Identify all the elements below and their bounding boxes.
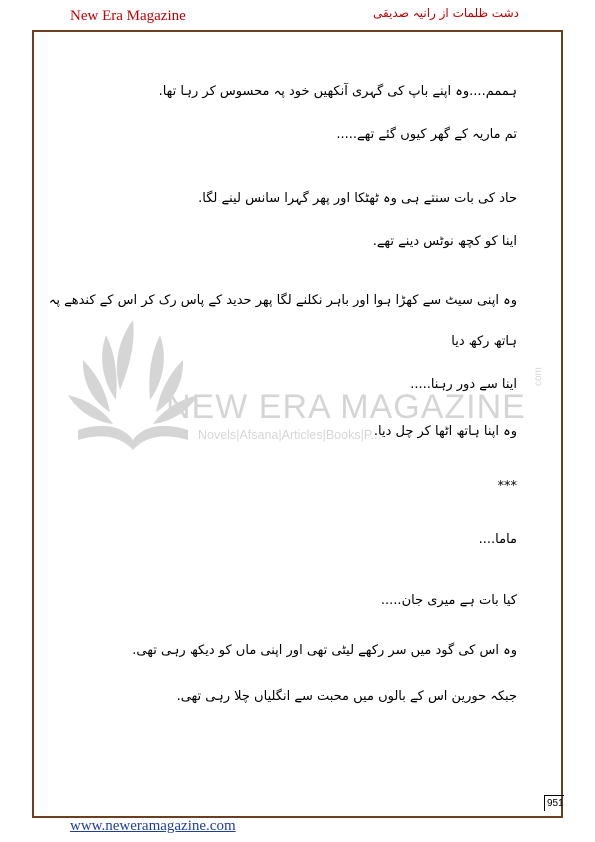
- header-story-credit: دشت ظلمات از رانیہ صدیقی: [372, 6, 519, 20]
- watermark-domain: com: [533, 367, 544, 386]
- page-number: 951: [544, 795, 564, 811]
- website-link[interactable]: www.neweramagazine.com: [70, 818, 236, 834]
- story-text: [48, 0, 517, 760]
- header-magazine-name: New Era Magazine: [70, 8, 186, 24]
- section-separator: ***: [497, 479, 517, 494]
- text-line: ہممم....وہ اپنے باپ کی گہری آنکھیں خود پہ محسوس کر رہا تھا.: [158, 84, 517, 99]
- text-line: اینا کو کچھ نوٹس دینے تھے.: [372, 234, 517, 249]
- text-line: ہاتھ رکھ دیا: [451, 334, 517, 349]
- text-line: وہ اپنی سیٹ سے کھڑا ہوا اور باہر نکلنے لگا پھر حدید کے پاس رک کر اس کے کندھے پہ: [48, 293, 517, 308]
- text-line: وہ اپنا ہاتھ اٹھا کر چل دیا.: [373, 424, 517, 439]
- text-line: اینا سے دور رہنا.....: [410, 377, 517, 392]
- text-line: تم ماریہ کے گھر کیوں گئے تھے.....: [336, 127, 517, 142]
- text-line: وہ اس کی گود میں سر رکھے لیٹی تھی اور اپنی ماں کو دیکھ رہی تھی.: [132, 643, 517, 658]
- text-line: کیا بات ہے میری جان.....: [380, 593, 517, 608]
- watermark-tagline: Novels|Afsana|Articles|Books|P...: [198, 428, 381, 442]
- text-line: جبکہ حورین اس کے بالوں میں محبت سے انگلیاں چلا رہی تھی.: [176, 689, 517, 704]
- watermark-title: NEW ERA MAGAZINE: [166, 388, 526, 426]
- text-line: حاد کی بات سنتے ہی وہ ٹھٹکا اور پھر گہرا سانس لینے لگا.: [198, 191, 517, 206]
- text-line: ماما....: [478, 532, 517, 547]
